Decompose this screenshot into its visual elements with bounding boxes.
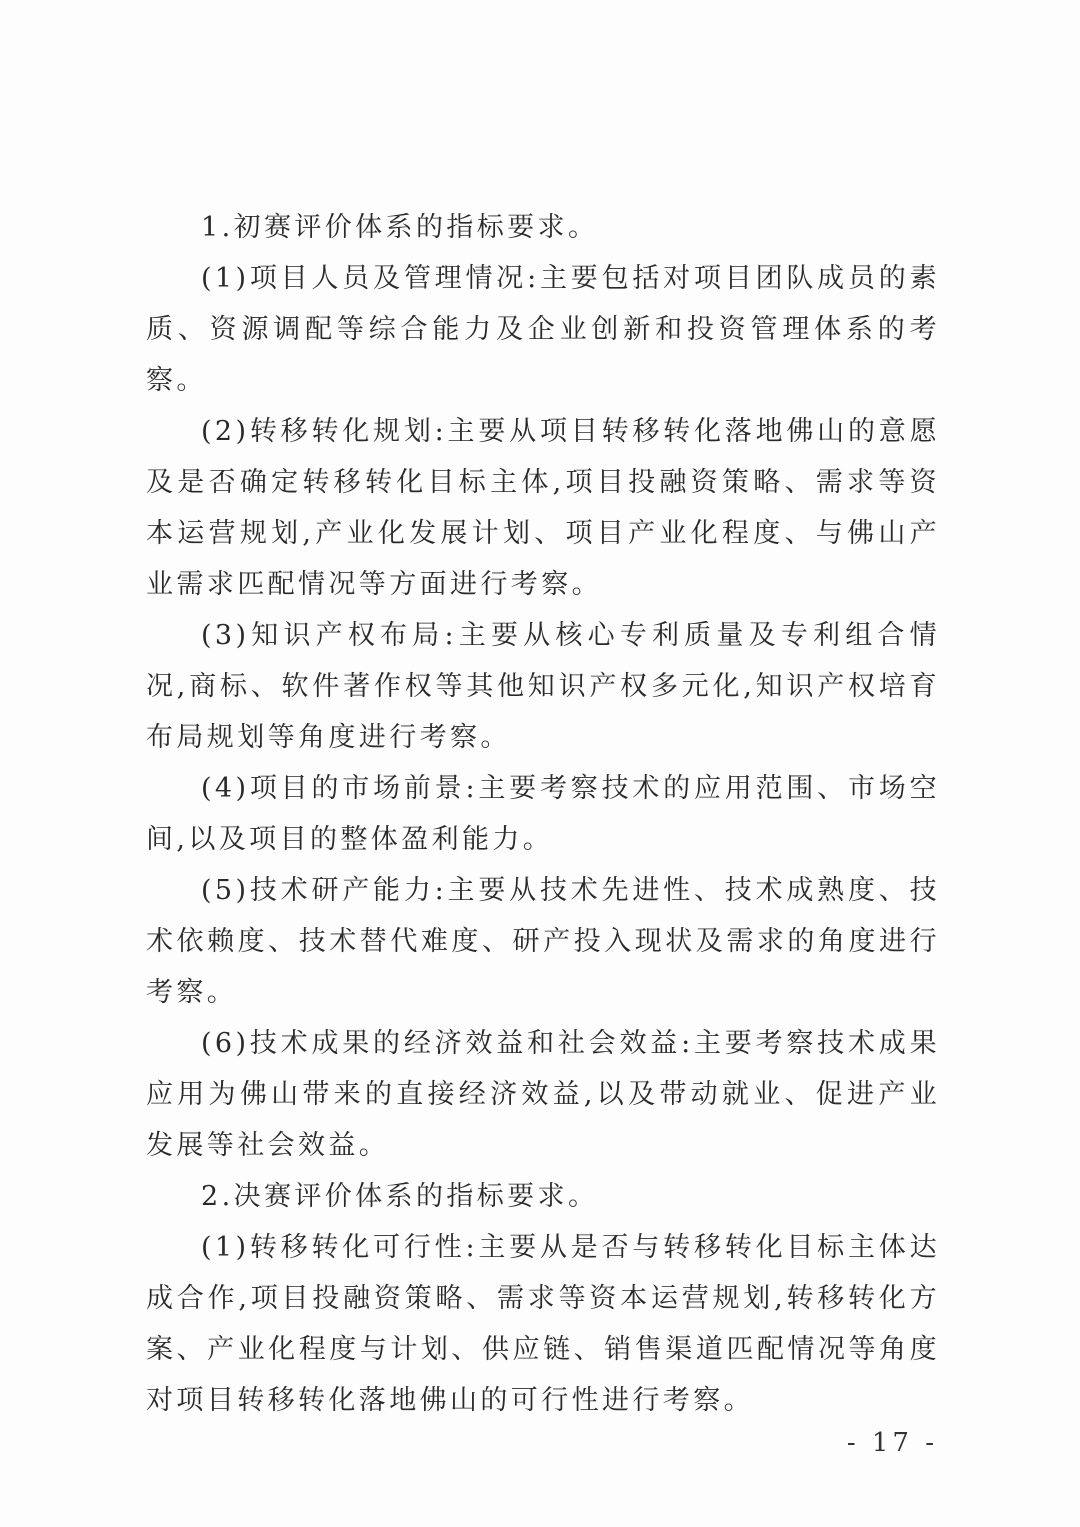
paragraph-market-prospect: (4)项目的市场前景:主要考察技术的应用范围、市场空间,以及项目的整体盈利能力。 (146, 773, 940, 855)
body-text (146, 202, 940, 1426)
page-number: - 17 - (846, 1428, 938, 1458)
paragraph-rd-capability: (5)技术研产能力:主要从技术先进性、技术成熟度、技术依赖度、技术替代难度、研产投入现状及需求的角度进行考察。 (146, 875, 940, 1008)
heading-preliminary-criteria: 1.初赛评价体系的指标要求。 (201, 212, 599, 243)
paragraph-benefits: (6)技术成果的经济效益和社会效益:主要考察技术成果应用为佛山带来的直接经济效益,以及带动就业、促进产业发展等社会效益。 (146, 1028, 940, 1161)
paragraph-personnel-management: (1)项目人员及管理情况:主要包括对项目团队成员的素质、资源调配等综合能力及企业创新和投资管理体系的考察。 (146, 263, 940, 396)
paragraph-transfer-planning: (2)转移转化规划:主要从项目转移转化落地佛山的意愿及是否确定转移转化目标主体,项目投融资策略、需求等资本运营规划,产业化发展计划、项目产业化程度、与佛山产业需求匹配情况等方面进行考察。 (146, 416, 940, 600)
heading-final-criteria: 2.决赛评价体系的指标要求。 (201, 1181, 599, 1212)
paragraph-transfer-feasibility: (1)转移转化可行性:主要从是否与转移转化目标主体达成合作,项目投融资策略、需求等资本运营规划,转移转化方案、产业化程度与计划、供应链、销售渠道匹配情况等角度对项目转移转化落地佛山的可行性进行考察。 (146, 1232, 940, 1416)
paragraph-ip-layout: (3)知识产权布局:主要从核心专利质量及专利组合情况,商标、软件著作权等其他知识产权多元化,知识产权培育布局规划等角度进行考察。 (146, 620, 940, 753)
